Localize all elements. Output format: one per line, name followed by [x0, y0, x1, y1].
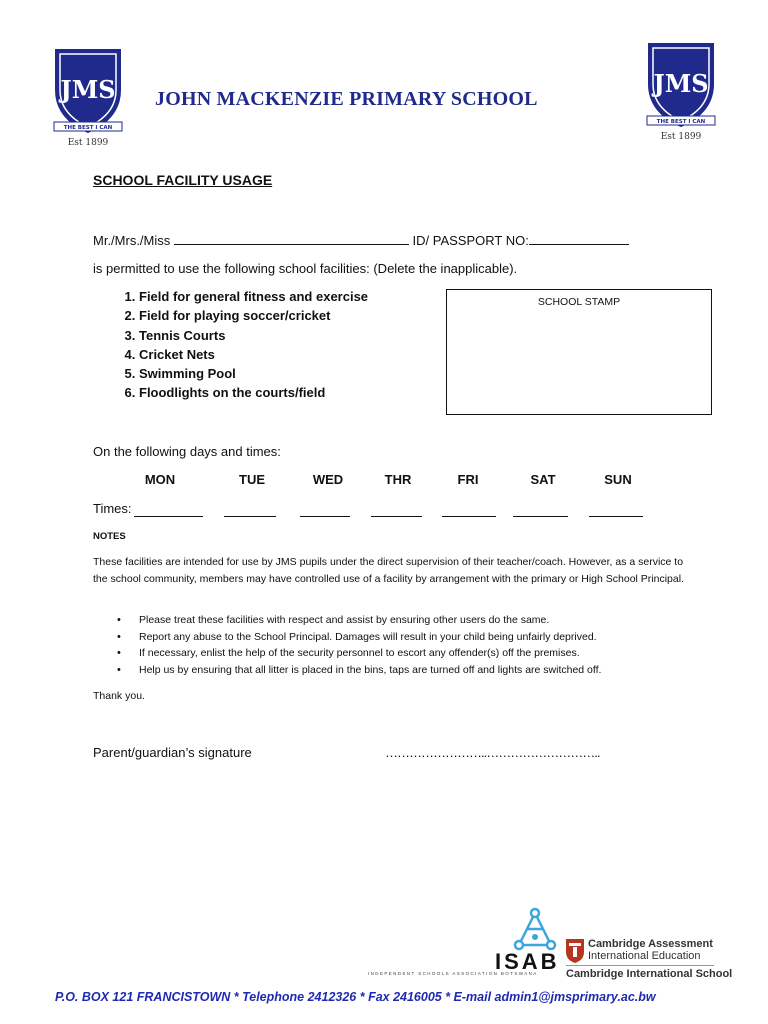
cambridge-shield [565, 938, 585, 964]
time-field-wed[interactable] [300, 516, 350, 517]
time-field-tue[interactable] [224, 516, 276, 517]
crest-motto: THE BEST I CAN [63, 125, 113, 131]
time-field-sat[interactable] [513, 516, 568, 517]
crest-motto: THE BEST I CAN [656, 119, 706, 125]
cambridge-line-2: International Education [588, 950, 701, 962]
school-crest-right [643, 42, 719, 142]
rule-item: • Help us by ensuring that all litter is placed in the bins, taps are turned off and lights are switched off. [139, 662, 733, 679]
school-stamp-box [446, 289, 712, 415]
established-label-right: Est 1899 [660, 132, 702, 142]
day-tue: TUE [239, 472, 265, 487]
established-label-left: Est 1899 [67, 138, 109, 148]
thank-you: Thank you. [93, 690, 145, 702]
form-title: SCHOOL FACILITY USAGE [93, 172, 273, 188]
signature-line[interactable]: ……………………..……………………….. [385, 745, 600, 760]
day-wed: WED [312, 472, 344, 487]
facility-item: 2. Field for playing soccer/cricket [139, 306, 433, 325]
time-field-fri[interactable] [442, 516, 496, 517]
name-field[interactable] [174, 232, 409, 245]
rules-list [93, 612, 733, 678]
rule-item: • Report any abuse to the School Principal. Damages will result in your child being unfairly deprived. [139, 629, 733, 646]
notes-heading: NOTES [93, 531, 126, 542]
school-crest-left [50, 48, 126, 148]
rule-item: • Please treat these facilities with respect and assist by ensuring other users do the same. [139, 612, 733, 629]
crest-shield-icon [50, 48, 126, 136]
day-thr: THR [384, 472, 412, 487]
day-mon: MON [144, 472, 176, 487]
cambridge-text [588, 938, 713, 962]
facility-item: 6. Floodlights on the courts/field [139, 383, 433, 402]
day-fri: FRI [457, 472, 479, 487]
facility-list-container [93, 287, 433, 403]
facility-item: 3. Tennis Courts [139, 326, 433, 345]
time-field-mon[interactable] [134, 516, 203, 517]
isab-subtitle: INDEPENDENT SCHOOLS ASSOCIATION BOTSWANA [368, 971, 538, 976]
time-field-sun[interactable] [589, 516, 643, 517]
signature-label: Parent/guardian’s signature [93, 745, 252, 760]
days-intro: On the following days and times: [93, 444, 281, 459]
id-field[interactable] [529, 232, 629, 245]
id-label: ID/ PASSPORT NO: [412, 233, 529, 248]
cambridge-divider [566, 965, 714, 966]
isab-logo-mark [505, 907, 565, 951]
crest-letters: JMS [653, 69, 709, 98]
stamp-label: SCHOOL STAMP [537, 296, 621, 308]
cambridge-line-1: Cambridge Assessment [588, 938, 713, 950]
crest-letters: JMS [60, 75, 116, 104]
cambridge-crest-icon [565, 938, 585, 964]
name-label: Mr./Mrs./Miss [93, 233, 171, 248]
facility-item: 1. Field for general fitness and exercise [139, 287, 433, 306]
rule-item: • If necessary, enlist the help of the security personnel to escort any offender(s) off the premises. [139, 645, 733, 662]
isab-network-icon [505, 907, 565, 951]
permission-text: is permitted to use the following school facilities: (Delete the inapplicable). [93, 261, 518, 276]
rules-container [93, 612, 733, 678]
crest-shield-icon [643, 42, 719, 130]
facility-item: 4. Cricket Nets [139, 345, 433, 364]
day-sat: SAT [530, 472, 556, 487]
isab-wordmark: ISAB [495, 949, 560, 974]
name-row [93, 232, 629, 248]
times-label: Times: [93, 501, 132, 516]
facility-item: 5. Swimming Pool [139, 364, 433, 383]
facility-list [93, 287, 433, 403]
time-field-thr[interactable] [371, 516, 422, 517]
footer-contact: P.O. BOX 121 FRANCISTOWN * Telephone 2412326 * Fax 2416005 * E-mail admin1@jmsprimary.ac.bw [55, 990, 656, 1004]
day-sun: SUN [604, 472, 632, 487]
cambridge-line-3: Cambridge International School [566, 968, 733, 980]
school-name: JOHN MACKENZIE PRIMARY SCHOOL [155, 88, 538, 110]
notes-paragraph: These facilities are intended for use by JMS pupils under the direct supervision of their teacher/coach. However, as a service to the school community, members may have controlled use of a facility by arrangement with the primary or High School Principal. [93, 556, 684, 585]
